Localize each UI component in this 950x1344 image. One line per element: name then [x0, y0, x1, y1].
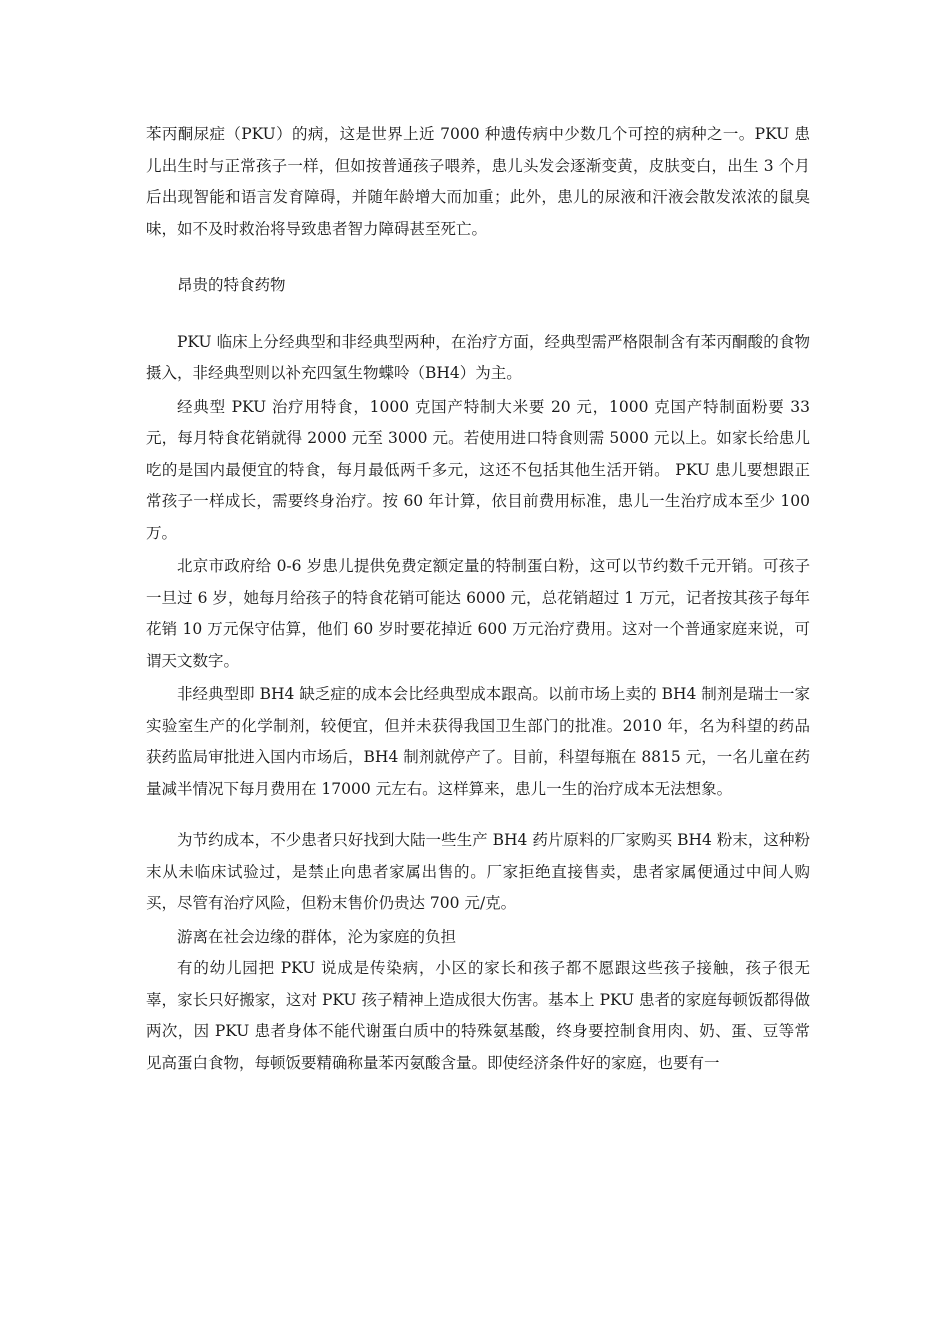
paragraph-pku-types: PKU 临床上分经典型和非经典型两种，在治疗方面，经典型需严格限制含有苯丙酮酸的食物摄入，非经典型则以补充四氢生物蝶呤（BH4）为主。	[146, 332, 810, 382]
paragraph-bh4-powder: 为节约成本，不少患者只好找到大陆一些生产 BH4 药片原料的厂家购买 BH4 粉末，这种粉末从未临床试验过，是禁止向患者家属出售的。厂家拒绝直接售卖，患者家属便通过中间人购买，尽管有治疗风险，但粉末售价仍贵达 700 元/克。	[146, 831, 810, 912]
document-page	[146, 119, 810, 1079]
paragraph-classic-pku-cost: 经典型 PKU 治疗用特食，1000 克国产特制大米要 20 元，1000 克国产特制面粉要 33 元，每月特食花销就得 2000 元至 3000 元。若使用进口特食则需 5000 元以上。如家长给患儿吃的是国内最便宜的特食，每月最低两千多元，这还不包括其他生活开销。 PKU 患儿要想跟正常孩子一样成长，需要终身治疗。按 60 年计算，依目前费用标准，患儿一生治疗成本至少 100 万。	[146, 397, 810, 542]
paragraph-pku-intro: 苯丙酮尿症（PKU）的病，这是世界上近 7000 种遗传病中少数几个可控的病种之一。PKU 患儿出生时与正常孩子一样，但如按普通孩子喂养，患儿头发会逐渐变黄，皮肤变白，出生 3 个月后出现智能和语言发育障碍，并随年龄增大而加重；此外，患儿的尿液和汗液会散发浓浓的鼠臭味，如不及时救治将导致患者智力障碍甚至死亡。	[146, 125, 810, 238]
paragraph-bh4-deficiency: 非经典型即 BH4 缺乏症的成本会比经典型成本跟高。以前市场上卖的 BH4 制剂是瑞士一家实验室生产的化学制剂，较便宜，但并未获得我国卫生部门的批准。2010 年，名为科望的药品获药监局审批进入国内市场后，BH4 制剂就停产了。目前，科望每瓶在 8815 元，一名儿童在药量减半情况下每月费用在 17000 元左右。这样算来，患儿一生的治疗成本无法想象。	[146, 685, 810, 798]
section-heading-expensive-food: 昂贵的特食药物	[177, 276, 286, 294]
section-heading-marginalized: 游离在社会边缘的群体，沦为家庭的负担	[177, 927, 457, 946]
paragraph-kindergarten: 有的幼儿园把 PKU 说成是传染病，小区的家长和孩子都不愿跟这些孩子接触，孩子很无辜，家长只好搬家，这对 PKU 孩子精神上造成很大伤害。基本上 PKU 患者的家庭每顿饭都得做两次，因 PKU 患者身体不能代谢蛋白质中的特殊氨基酸，终身要控制食用肉、奶、蛋、豆等常见高蛋白食物，每顿饭要精确称量苯丙氨酸含量。即使经济条件好的家庭，也要有一	[146, 959, 810, 1072]
paragraph-beijing-subsidy: 北京市政府给 0-6 岁患儿提供免费定额定量的特制蛋白粉，这可以节约数千元开销。可孩子一旦过 6 岁，她每月给孩子的特食花销可能达 6000 元，总花销超过 1 万元，记者按其孩子每年花销 10 万元保守估算，他们 60 岁时要花掉近 600 万元治疗费用。这对一个普通家庭来说，可谓天文数字。	[146, 557, 810, 670]
